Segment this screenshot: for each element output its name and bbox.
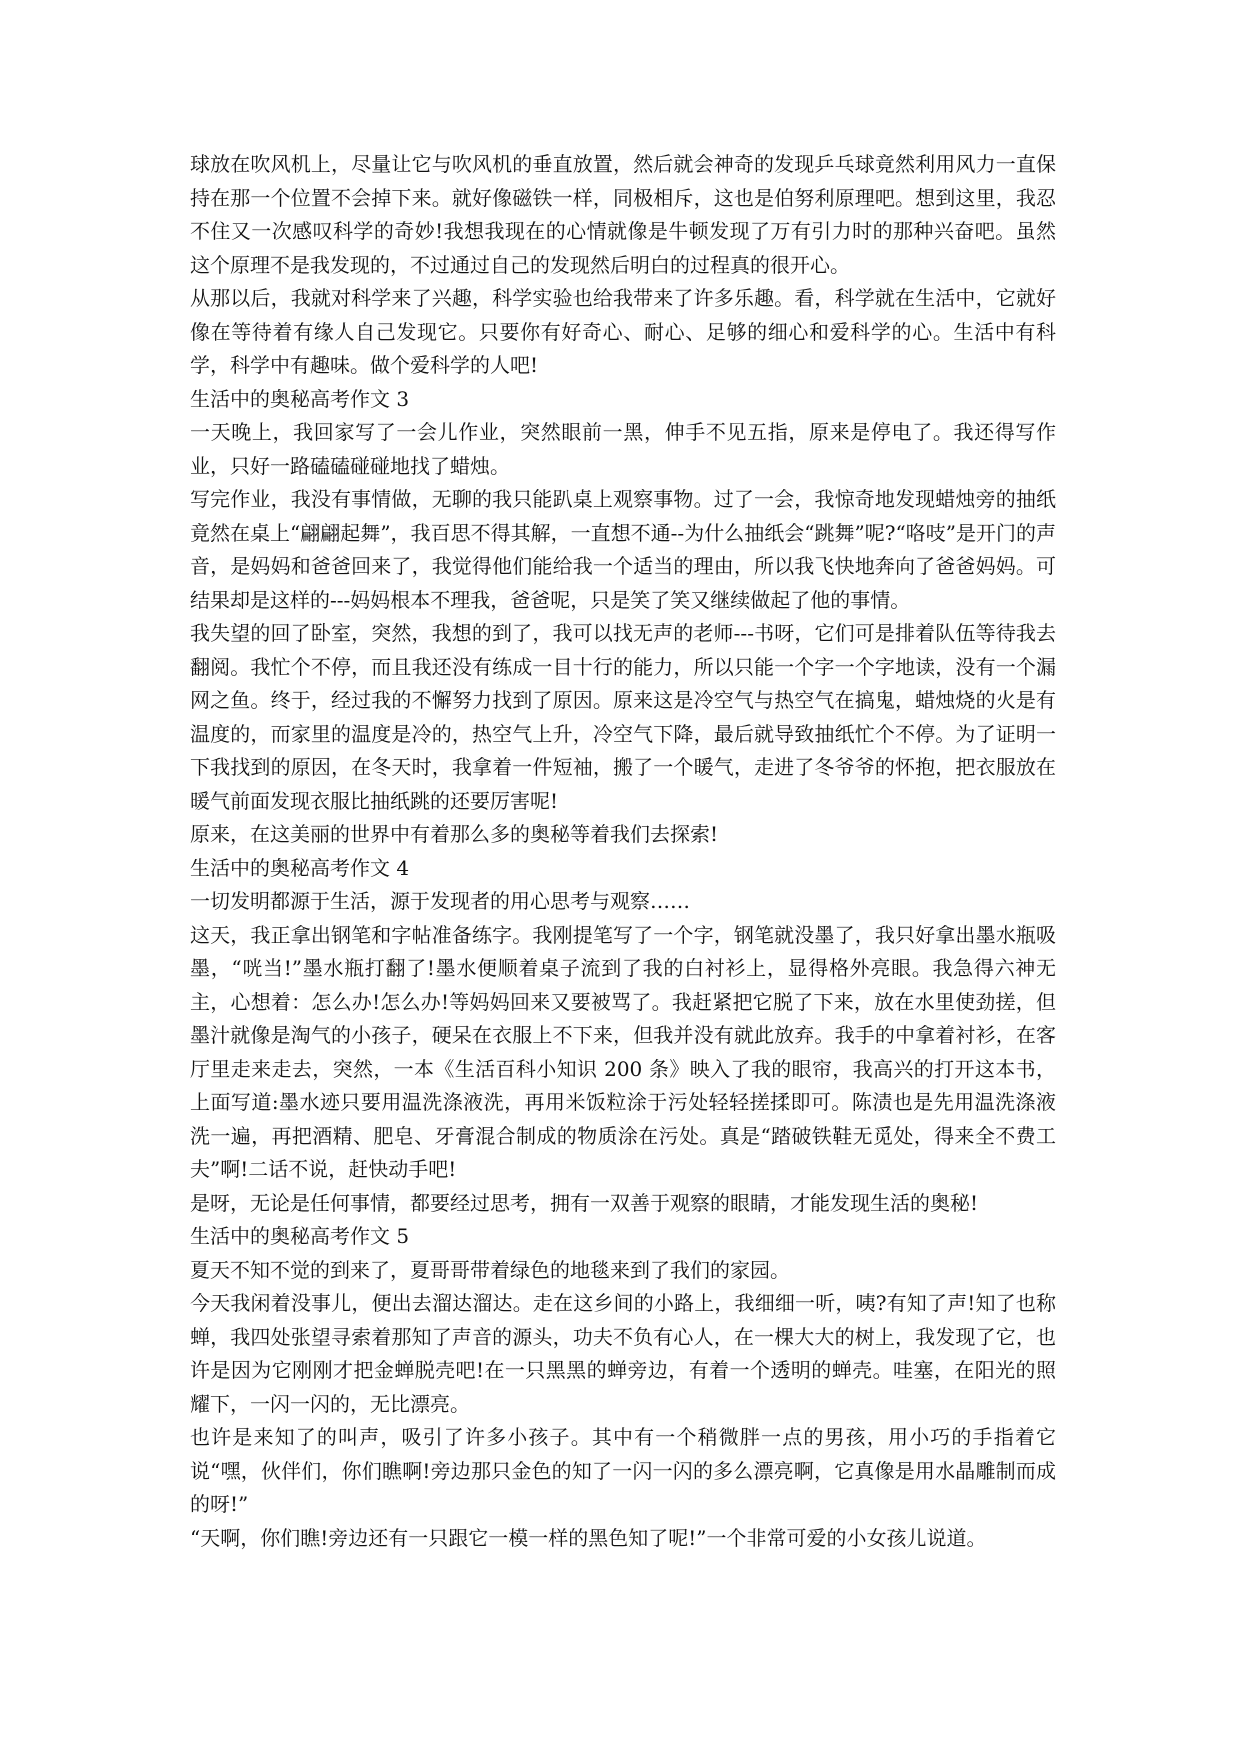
paragraph: 今天我闲着没事儿，便出去溜达溜达。走在这乡间的小路上，我细细一听，咦?有知了声!知了也称蝉，我四处张望寻索着那知了声音的源头，功夫不负有心人，在一棵大大的树上，我发现了它，也许是因为它刚刚才把金蝉脱壳吧!在一只黑黑的蝉旁边，有着一个透明的蝉壳。哇塞，在阳光的照耀下，一闪一闪的，无比漂亮。 bbox=[190, 1291, 1056, 1416]
document-page bbox=[190, 148, 1056, 1555]
paragraph: 夏天不知不觉的到来了，夏哥哥带着绿色的地毯来到了我们的家园。 bbox=[190, 1257, 790, 1282]
paragraph: 我失望的回了卧室，突然，我想的到了，我可以找无声的老师---书呀，它们可是排着队伍等待我去翻阅。我忙个不停，而且我还没有练成一目十行的能力，所以只能一个字一个字地读，没有一个漏网之鱼。终于，经过我的不懈努力找到了原因。原来这是冷空气与热空气在搞鬼，蜡烛烧的火是有温度的，而家里的温度是冷的，热空气上升，冷空气下降，最后就导致抽纸忙个不停。为了证明一下我找到的原因，在冬天时，我拿着一件短袖，搬了一个暖气，走进了冬爷爷的怀抱，把衣服放在暖气前面发现衣服比抽纸跳的还要厉害呢! bbox=[190, 621, 1056, 813]
paragraph: 也许是来知了的叫声，吸引了许多小孩子。其中有一个稍微胖一点的男孩，用小巧的手指着它说“嘿，伙伴们，你们瞧啊!旁边那只金色的知了一闪一闪的多么漂亮啊，它真像是用水晶雕制而成的呀!” bbox=[190, 1425, 1056, 1516]
section-heading: 生活中的奥秘高考作文 5 bbox=[190, 1224, 410, 1248]
section-heading: 生活中的奥秘高考作文 3 bbox=[190, 386, 410, 411]
paragraph: 写完作业，我没有事情做，无聊的我只能趴桌上观察事物。过了一会，我惊奇地发现蜡烛旁的抽纸竟然在桌上“翩翩起舞”，我百思不得其解，一直想不通--为什么抽纸会“跳舞”呢?“咯吱”是开门的声音，是妈妈和爸爸回来了，我觉得他们能给我一个适当的理由，所以我飞快地奔向了爸爸妈妈。可结果却是这样的---妈妈根本不理我，爸爸呢，只是笑了笑又继续做起了他的事情。 bbox=[190, 487, 1056, 612]
paragraph: 这天，我正拿出钢笔和字帖准备练字。我刚提笔写了一个字，钢笔就没墨了，我只好拿出墨水瓶吸墨，“咣当!”墨水瓶打翻了!墨水便顺着桌子流到了我的白衬衫上，显得格外亮眼。我急得六神无主，心想着：怎么办!怎么办!等妈妈回来又要被骂了。我赶紧把它脱了下来，放在水里使劲搓，但墨汁就像是淘气的小孩子，硬呆在衣服上不下来，但我并没有就此放弃。我手的中拿着衬衫，在客厅里走来走去，突然，一本《生活百科小知识 200 条》映入了我的眼帘，我高兴的打开这本书，上面写道:墨水迹只要用温洗涤液洗，再用米饭粒涂于污处轻轻搓揉即可。陈渍也是先用温洗涤液洗一遍，再把酒精、肥皂、牙膏混合制成的物质涂在污处。真是“踏破铁鞋无觅处，得来全不费工夫”啊!二话不说，赶快动手吧! bbox=[190, 922, 1056, 1181]
section-heading: 生活中的奥秘高考作文 4 bbox=[190, 855, 410, 880]
paragraph: 从那以后，我就对科学来了兴趣，科学实验也给我带来了许多乐趣。看，科学就在生活中，它就好像在等待着有缘人自己发现它。只要你有好奇心、耐心、足够的细心和爱科学的心。生活中有科学，科学中有趣味。做个爱科学的人吧! bbox=[190, 286, 1056, 377]
paragraph: 原来，在这美丽的世界中有着那么多的奥秘等着我们去探索! bbox=[190, 822, 719, 846]
paragraph: 一切发明都源于生活，源于发现者的用心思考与观察…… bbox=[190, 889, 690, 913]
paragraph: 球放在吹风机上，尽量让它与吹风机的垂直放置，然后就会神奇的发现乒乓球竟然利用风力一直保持在那一个位置不会掉下来。就好像磁铁一样，同极相斥，这也是伯努利原理吧。想到这里，我忍不住又一次感叹科学的奇妙!我想我现在的心情就像是牛顿发现了万有引力时的那种兴奋吧。虽然这个原理不是我发现的，不过通过自己的发现然后明白的过程真的很开心。 bbox=[190, 152, 1056, 277]
paragraph: “天啊，你们瞧!旁边还有一只跟它一模一样的黑色知了呢!”一个非常可爱的小女孩儿说道。 bbox=[190, 1525, 987, 1550]
paragraph: 一天晚上，我回家写了一会儿作业，突然眼前一黑，伸手不见五指，原来是停电了。我还得写作业，只好一路磕磕碰碰地找了蜡烛。 bbox=[190, 420, 1056, 478]
paragraph: 是呀，无论是任何事情，都要经过思考，拥有一双善于观察的眼睛，才能发现生活的奥秘! bbox=[190, 1190, 979, 1215]
